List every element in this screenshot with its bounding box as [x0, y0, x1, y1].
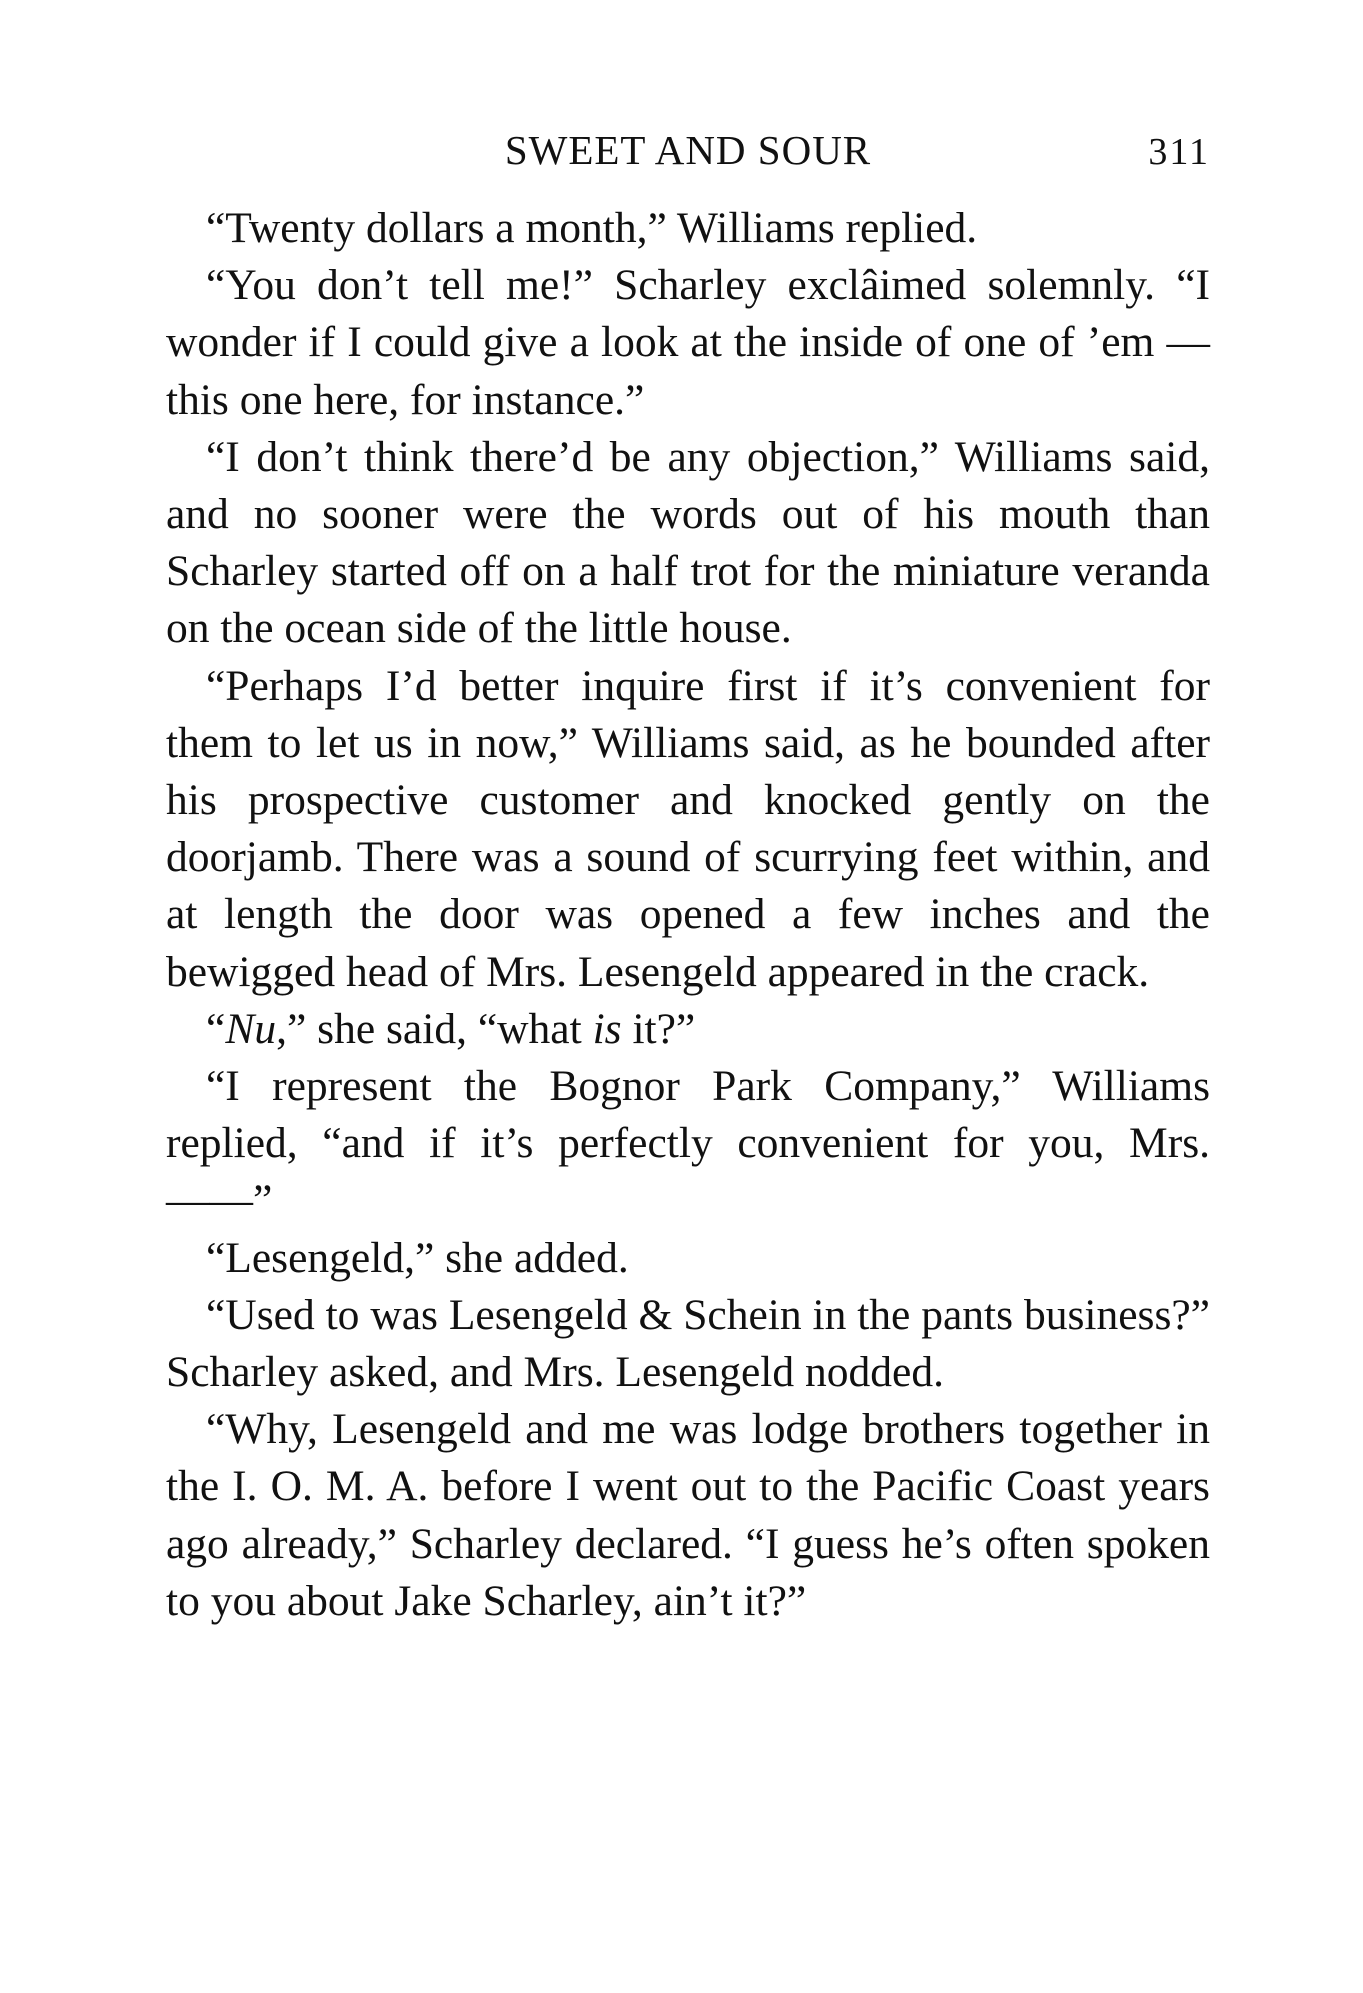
body-text [166, 200, 1210, 1630]
page-number: 311 [1148, 131, 1210, 173]
paragraph: “Used to was Lesengeld & Schein in the pants business?” Scharley asked, and Mrs. Lesengeld nodded. [166, 1290, 1210, 1397]
paragraph: “Lesengeld,” she added. [206, 1233, 629, 1282]
paragraph [166, 1001, 1210, 1058]
paragraph: “Why, Lesengeld and me was lodge brothers together in the I. O. M. A. before I went out to the Pacific Coast years ago already,” Scharley declared. “I guess he’s often spoken to you about Jake Scharley, ain’t it?” [166, 1405, 1210, 1625]
dialogue-text: it?” [621, 1004, 696, 1053]
running-title: SWEET AND SOUR [504, 127, 872, 173]
paragraph: “You don’t tell me!” Scharley exclâimed solemnly. “I wonder if I could give a look at the inside of one of ’em — this one here, for instance.” [166, 261, 1210, 424]
paragraph: “I don’t think there’d be any objection,” Williams said, and no sooner were the words out of his mouth than Scharley started off on a half trot for the miniature veranda on the ocean side of the little house. [166, 432, 1210, 653]
italic-word-nu: Nu [225, 1004, 277, 1053]
paragraph: “I represent the Bognor Park Company,” Williams replied, “and if it’s perfectly convenient for you, Mrs. ——” [166, 1062, 1210, 1225]
paragraph: “Twenty dollars a month,” Williams replied. [206, 204, 978, 252]
paragraph: “Perhaps I’d better inquire first if it’s convenient for them to let us in now,” Williams said, as he bounded after his prospective customer and knocked gently on the doorjamb. There was a sound of scurrying feet within, and at length the door was opened a few inches and the bewigged head of Mrs. Lesengeld appeared in the crack. [166, 661, 1210, 996]
dialogue-text: ,” she said, “what [276, 1004, 593, 1053]
italic-word-is: is [592, 1004, 622, 1053]
quote-open: “ [206, 1004, 226, 1053]
page-header [166, 120, 1210, 180]
